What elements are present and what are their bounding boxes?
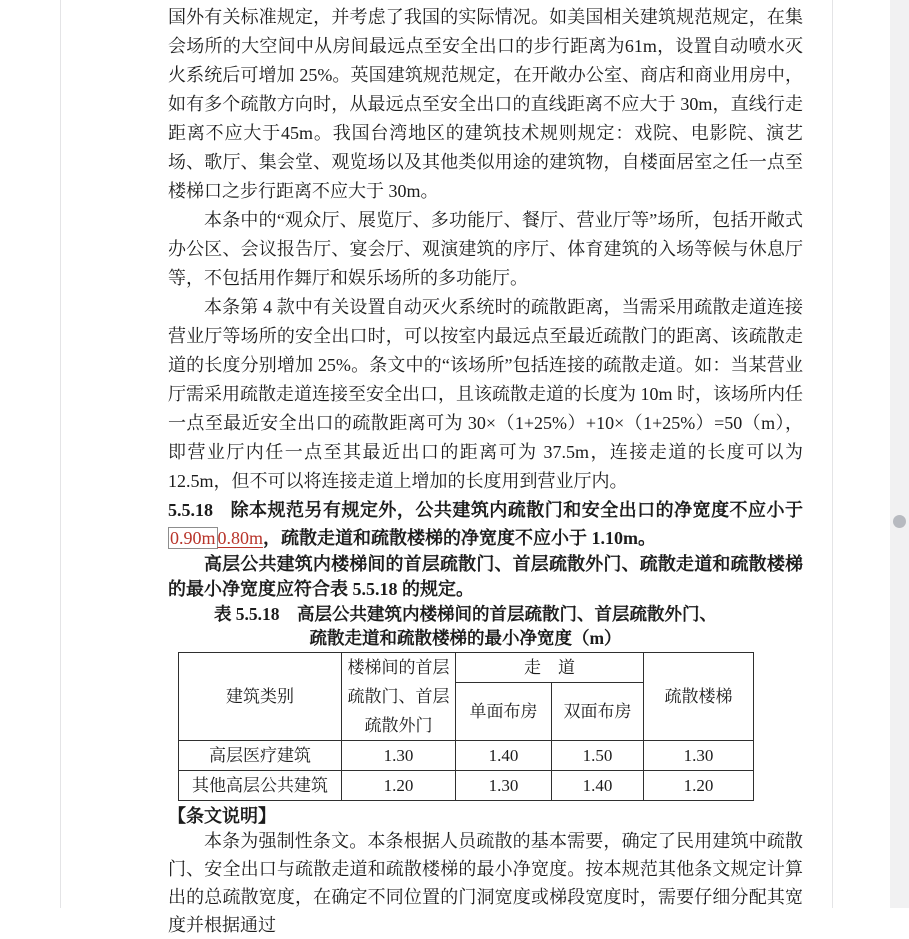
cell-first-floor: 1.30 bbox=[342, 741, 456, 771]
scrollbar-thumb[interactable] bbox=[893, 515, 906, 528]
min-clear-width-table bbox=[178, 652, 754, 801]
clause-5-5-18-paragraph-2: 高层公共建筑内楼梯间的首层疏散门、首层疏散外门、疏散走道和疏散楼梯的最小净宽度应符合表 5.5.18 的规定。 bbox=[168, 554, 803, 599]
paragraph-sprinkler-distance: 本条第 4 款中有关设置自动灭火系统时的疏散距离，当需采用疏散走道连接营业厅等场所的安全出口时，可以按室内最远点至最近疏散门的距离、该疏散走道的长度分别增加 25%。条文中的“该场所”包括连接的疏散走道。如：当某营业厅需采用疏散走道连接至安全出口，且该疏散走道的长度为 10m 时，该场所内任一点至最近安全出口的疏散距离可为 30×（1+25%）+10×（1+25%）=50（m），即营业厅内任一点至其最近出口的距离可为 37.5m，连接走道的长度可以为 12.5m，但不可以将连接走道上增加的长度用到营业厅内。 bbox=[168, 297, 803, 491]
page-right-edge bbox=[832, 0, 833, 908]
cell-stair: 1.30 bbox=[644, 741, 754, 771]
table-header-double-side: 双面布房 bbox=[552, 683, 644, 741]
commentary-label: 【条文说明】 bbox=[168, 806, 276, 826]
cell-double: 1.40 bbox=[552, 771, 644, 801]
page-left-edge bbox=[60, 0, 61, 908]
cell-category: 其他高层公共建筑 bbox=[179, 771, 342, 801]
table-header-category: 建筑类别 bbox=[179, 653, 342, 741]
paragraph-foreign-standards: 国外有关标准规定，并考虑了我国的实际情况。如美国相关建筑规范规定，在集会场所的大空间中从房间最远点至安全出口的步行距离为61m，设置自动喷水灭火系统后可增加 25%。英国建筑规范规定，在开敞办公室、商店和商业用房中，如有多个疏散方向时，从最远点至安全出口的直线距离不应大于 30m，直线行走距离不应大于45m。我国台湾地区的建筑技术规则规定：戏院、电影院、演艺场、歌厅、集会堂、观览场以及其他类似用途的建筑物，自楼面居室之任一点至楼梯口之步行距离不应大于 30m。 bbox=[168, 7, 803, 201]
table-row-other-public bbox=[179, 771, 754, 801]
clause-text-after: ，疏散走道和疏散楼梯的净宽度不应小于 1.10m。 bbox=[263, 528, 657, 548]
cell-single: 1.30 bbox=[456, 771, 552, 801]
clause-text-before: 除本规范另有规定外，公共建筑内疏散门和安全出口的净宽度不应小于 bbox=[230, 500, 803, 520]
deleted-value-box: 0.90m bbox=[170, 528, 216, 548]
commentary-paragraph: 本条为强制性条文。本条根据人员疏散的基本需要，确定了民用建筑中疏散门、安全出口与疏散走道和疏散楼梯的最小净宽度。按本规范其他条文规定计算出的总疏散宽度，在确定不同位置的门洞宽度或梯段宽度时，需要仔细分配其宽度并根据通过 bbox=[168, 831, 803, 935]
inserted-value-underline: 0.80m bbox=[217, 528, 264, 548]
scrollbar-track[interactable] bbox=[890, 0, 909, 908]
table-caption-line1: 表 5.5.18 高层公共建筑内楼梯间的首层疏散门、首层疏散外门、 bbox=[213, 604, 718, 624]
table-caption-line2: 疏散走道和疏散楼梯的最小净宽度（m） bbox=[309, 628, 622, 648]
cell-first-floor: 1.20 bbox=[342, 771, 456, 801]
paragraph-hall-scope: 本条中的“观众厅、展览厅、多功能厅、餐厅、营业厅等”场所，包括开敞式办公区、会议报告厅、宴会厅、观演建筑的序厅、体育建筑的入场等候与休息厅等，不包括用作舞厅和娱乐场所的多功能厅。 bbox=[168, 210, 803, 288]
table-header-stair: 疏散楼梯 bbox=[644, 653, 754, 741]
table-header-first-floor-doors: 楼梯间的首层疏散门、首层疏散外门 bbox=[342, 653, 456, 741]
clause-5-5-18 bbox=[168, 496, 803, 552]
clause-number: 5.5.18 bbox=[168, 500, 213, 520]
cell-double: 1.50 bbox=[552, 741, 644, 771]
table-row-medical bbox=[179, 741, 754, 771]
cell-single: 1.40 bbox=[456, 741, 552, 771]
cell-stair: 1.20 bbox=[644, 771, 754, 801]
cell-category: 高层医疗建筑 bbox=[179, 741, 342, 771]
document-content bbox=[168, 3, 803, 939]
table-header-corridor-group: 走 道 bbox=[456, 653, 644, 683]
table-header-single-side: 单面布房 bbox=[456, 683, 552, 741]
